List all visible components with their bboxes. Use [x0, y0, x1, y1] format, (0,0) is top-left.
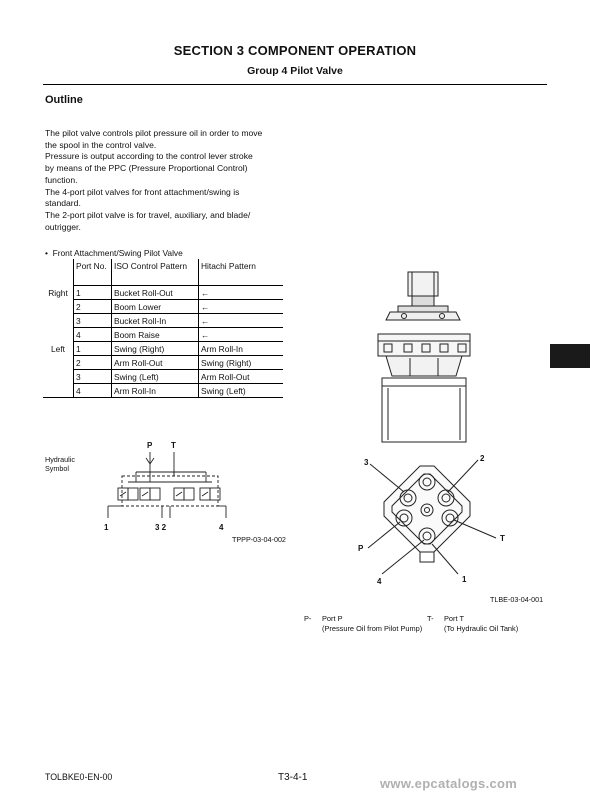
table-row	[43, 370, 283, 384]
doc-id: TOLBKE0-EN-00	[45, 772, 113, 782]
cell-hitachi: Swing (Right)	[199, 356, 284, 370]
pilot-valve-drawing	[360, 266, 490, 448]
hydraulic-label: Hydraulic Symbol	[45, 455, 75, 473]
hyd-out-3-2: 3 2	[155, 523, 167, 532]
cell-port: 4	[74, 384, 112, 398]
cell-hitachi: ←	[199, 300, 284, 314]
outline-line: The 2-port pilot valve is for travel, auxiliary, and blade/	[45, 209, 251, 220]
outline-line: outrigger.	[45, 221, 81, 232]
header-port: Port No.	[74, 259, 112, 286]
table-row	[43, 356, 283, 370]
outline-line: standard.	[45, 198, 81, 209]
hydraulic-symbol	[100, 452, 240, 524]
outline-body	[45, 128, 305, 233]
cell-hitachi: Swing (Left)	[199, 384, 284, 398]
table-caption	[45, 248, 183, 258]
legend-p-key: P-	[304, 614, 312, 623]
cell-port: 1	[74, 286, 112, 300]
table-row	[43, 342, 283, 356]
table-row	[43, 314, 283, 328]
legend-p: Port P (Pressure Oil from Pilot Pump)	[322, 614, 423, 633]
header-iso: ISO Control Pattern	[112, 259, 199, 286]
table-caption-text: Front Attachment/Swing Pilot Valve	[52, 248, 183, 258]
outline-line: The 4-port pilot valves for front attachment/swing is	[45, 186, 240, 197]
section-title: SECTION 3 COMPONENT OPERATION	[173, 43, 417, 58]
cell-port: 1	[74, 342, 112, 356]
legend-t-key: T-	[427, 614, 434, 623]
outline-line: the spool in the control valve.	[45, 139, 157, 150]
cell-iso: Arm Roll-Out	[112, 356, 199, 370]
port-label-1: 1	[462, 575, 467, 584]
cell-port: 3	[74, 370, 112, 384]
cell-port: 3	[74, 314, 112, 328]
pilot-valve-table	[43, 259, 283, 398]
port-bottom-view	[348, 450, 518, 590]
page-number: T3-4-1	[278, 772, 308, 783]
table-header-row	[43, 259, 283, 286]
port-label-p: P	[358, 544, 364, 553]
port-label-3: 3	[364, 458, 369, 467]
port-label-4: 4	[377, 577, 382, 586]
table-row	[43, 286, 283, 300]
table-row	[43, 328, 283, 342]
cell-port: 4	[74, 328, 112, 342]
header-divider	[43, 84, 547, 85]
outline-line: function.	[45, 174, 78, 185]
cell-iso: Bucket Roll-In	[112, 314, 199, 328]
cell-port: 2	[74, 356, 112, 370]
outline-heading: Outline	[45, 94, 83, 106]
ports-figure-code: TLBE-03-04-001	[490, 595, 544, 604]
cell-hitachi: ←	[199, 286, 284, 300]
side-label-left: Left	[51, 343, 65, 354]
cell-iso: Bucket Roll-Out	[112, 286, 199, 300]
outline-line: by means of the PPC (Pressure Proportional Control)	[45, 163, 248, 174]
section-tab	[550, 344, 590, 368]
table-row	[43, 384, 283, 398]
cell-hitachi: ←	[199, 328, 284, 342]
hyd-out-4: 4	[219, 523, 224, 532]
cell-hitachi: Arm Roll-Out	[199, 370, 284, 384]
cell-iso: Boom Lower	[112, 300, 199, 314]
watermark: www.epcatalogs.com	[380, 776, 518, 791]
side-label-right: Right	[48, 287, 68, 298]
cell-iso: Boom Raise	[112, 328, 199, 342]
outline-line: Pressure is output according to the control lever stroke	[45, 151, 253, 162]
hyd-figure-code: TPPP-03-04-002	[232, 535, 286, 544]
legend-t: Port T (To Hydraulic Oil Tank)	[444, 614, 519, 633]
hyd-port-t: T	[171, 441, 176, 450]
cell-iso: Swing (Left)	[112, 370, 199, 384]
cell-iso: Swing (Right)	[112, 342, 199, 356]
cell-hitachi: Arm Roll-In	[199, 342, 284, 356]
hyd-port-p: P	[147, 441, 153, 450]
cell-hitachi: ←	[199, 314, 284, 328]
hyd-out-1: 1	[104, 523, 109, 532]
cell-iso: Arm Roll-In	[112, 384, 199, 398]
table-row	[43, 300, 283, 314]
group-title: Group 4 Pilot Valve	[247, 65, 343, 77]
bullet-icon: •	[45, 248, 48, 258]
header-hitachi: Hitachi Pattern	[199, 259, 284, 286]
port-label-t: T	[500, 534, 505, 543]
cell-port: 2	[74, 300, 112, 314]
outline-line: The pilot valve controls pilot pressure oil in order to move	[45, 128, 263, 138]
port-label-2: 2	[480, 454, 485, 463]
